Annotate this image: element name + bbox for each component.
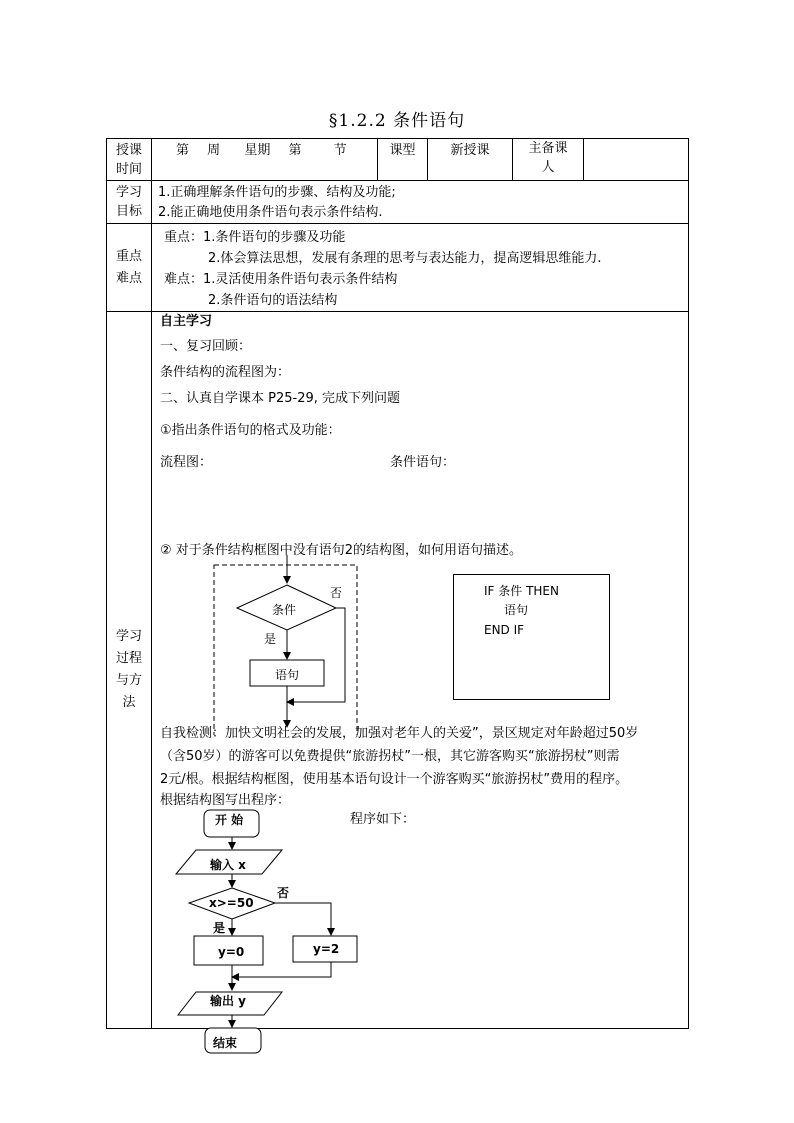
type-label: 课型 bbox=[378, 139, 428, 181]
self-check-line: 2元/根。根据结构框图，使用基本语句设计一个游客购买“旅游拐杖”费用的程序。 bbox=[160, 772, 629, 787]
objectives-label: 学习 目标 bbox=[107, 181, 152, 224]
difficulty-2: 2.条件语句的语法结构 bbox=[208, 293, 338, 308]
code-line-if: IF 条件 THEN bbox=[484, 584, 559, 598]
diagram-condition-text: 条件 bbox=[272, 603, 297, 617]
flowchart-label: 流程图： bbox=[160, 455, 213, 470]
process-label: 学习 过程 与方 法 bbox=[107, 312, 152, 1029]
type-value: 新授课 bbox=[428, 139, 513, 181]
time-cell: 第 周 星期 第 节 bbox=[152, 139, 378, 181]
header-row bbox=[107, 139, 689, 181]
flow-no-text: 否 bbox=[277, 886, 290, 900]
question-1: ①指出条件语句的格式及功能： bbox=[160, 423, 341, 438]
self-study-task: 二、认真自学课本 P25-29, 完成下列问题 bbox=[160, 391, 401, 406]
difficulty-1: 1.灵活使用条件语句表示条件结构 bbox=[203, 272, 398, 287]
objective-item: 1.正确理解条件语句的步骤、结构及功能; bbox=[158, 185, 396, 200]
code-box bbox=[453, 574, 610, 700]
self-check-line: 自我检测：加快文明社会的发展，加强对老年人的关爱”，景区规定对年龄超过50岁 bbox=[160, 726, 639, 741]
self-study-heading: 自主学习 bbox=[160, 314, 213, 329]
focus-1: 1.条件语句的步骤及功能 bbox=[203, 230, 346, 245]
flow-condition-text: x>=50 bbox=[209, 896, 254, 910]
diagram-yes-text: 是 bbox=[264, 632, 277, 646]
focus-2: 2.体会算法思想，发展有条理的思考与表达能力，提高逻辑思维能力. bbox=[208, 251, 602, 266]
page-title: §1.2.2 条件语句 bbox=[328, 111, 466, 131]
statement-label: 条件语句： bbox=[390, 455, 456, 470]
flow-end-text: 结束 bbox=[213, 1036, 238, 1050]
difficulty-label: 难点： bbox=[164, 272, 204, 287]
code-line-endif: END IF bbox=[484, 623, 525, 637]
objective-item: 2.能正确地使用条件语句表示条件结构. bbox=[158, 205, 383, 220]
keypoints-label: 重点 难点 bbox=[107, 224, 152, 312]
objectives-row bbox=[107, 181, 689, 224]
condition-structure-diagram bbox=[200, 555, 370, 735]
flow-yes-branch-text: y=0 bbox=[218, 945, 245, 959]
flow-input-text: 输入 x bbox=[210, 858, 246, 872]
self-check-line: （含50岁）的游客可以免费提供“旅游拐杖”一根，其它游客购买“旅游拐杖”则需 bbox=[160, 749, 620, 764]
flow-yes-text: 是 bbox=[213, 921, 226, 935]
teacher-value bbox=[584, 139, 689, 181]
ticket-flowchart bbox=[170, 805, 370, 1055]
teacher-label: 主备课 人 bbox=[513, 139, 584, 181]
diagram-no-text: 否 bbox=[330, 586, 343, 600]
diagram-statement-text: 语句 bbox=[275, 668, 300, 682]
flowchart-prompt: 条件结构的流程图为： bbox=[160, 365, 291, 380]
flow-start-text: 开 始 bbox=[215, 813, 244, 827]
flow-no-branch-text: y=2 bbox=[313, 942, 340, 956]
no-arrow bbox=[275, 903, 331, 935]
code-line-statement: 语句 bbox=[504, 603, 529, 617]
question-2: ② 对于条件结构框图中没有语句2的结构图，如何用语句描述。 bbox=[160, 543, 523, 558]
review-heading: 一、复习回顾： bbox=[160, 339, 252, 354]
self-check-line: 根据结构图写出程序： bbox=[160, 793, 291, 808]
time-label: 授课 时间 bbox=[107, 139, 152, 181]
focus-label: 重点： bbox=[164, 230, 204, 245]
flow-output-text: 输出 y bbox=[210, 994, 247, 1008]
program-label: 程序如下： bbox=[350, 812, 416, 827]
keypoints-row bbox=[107, 224, 689, 312]
